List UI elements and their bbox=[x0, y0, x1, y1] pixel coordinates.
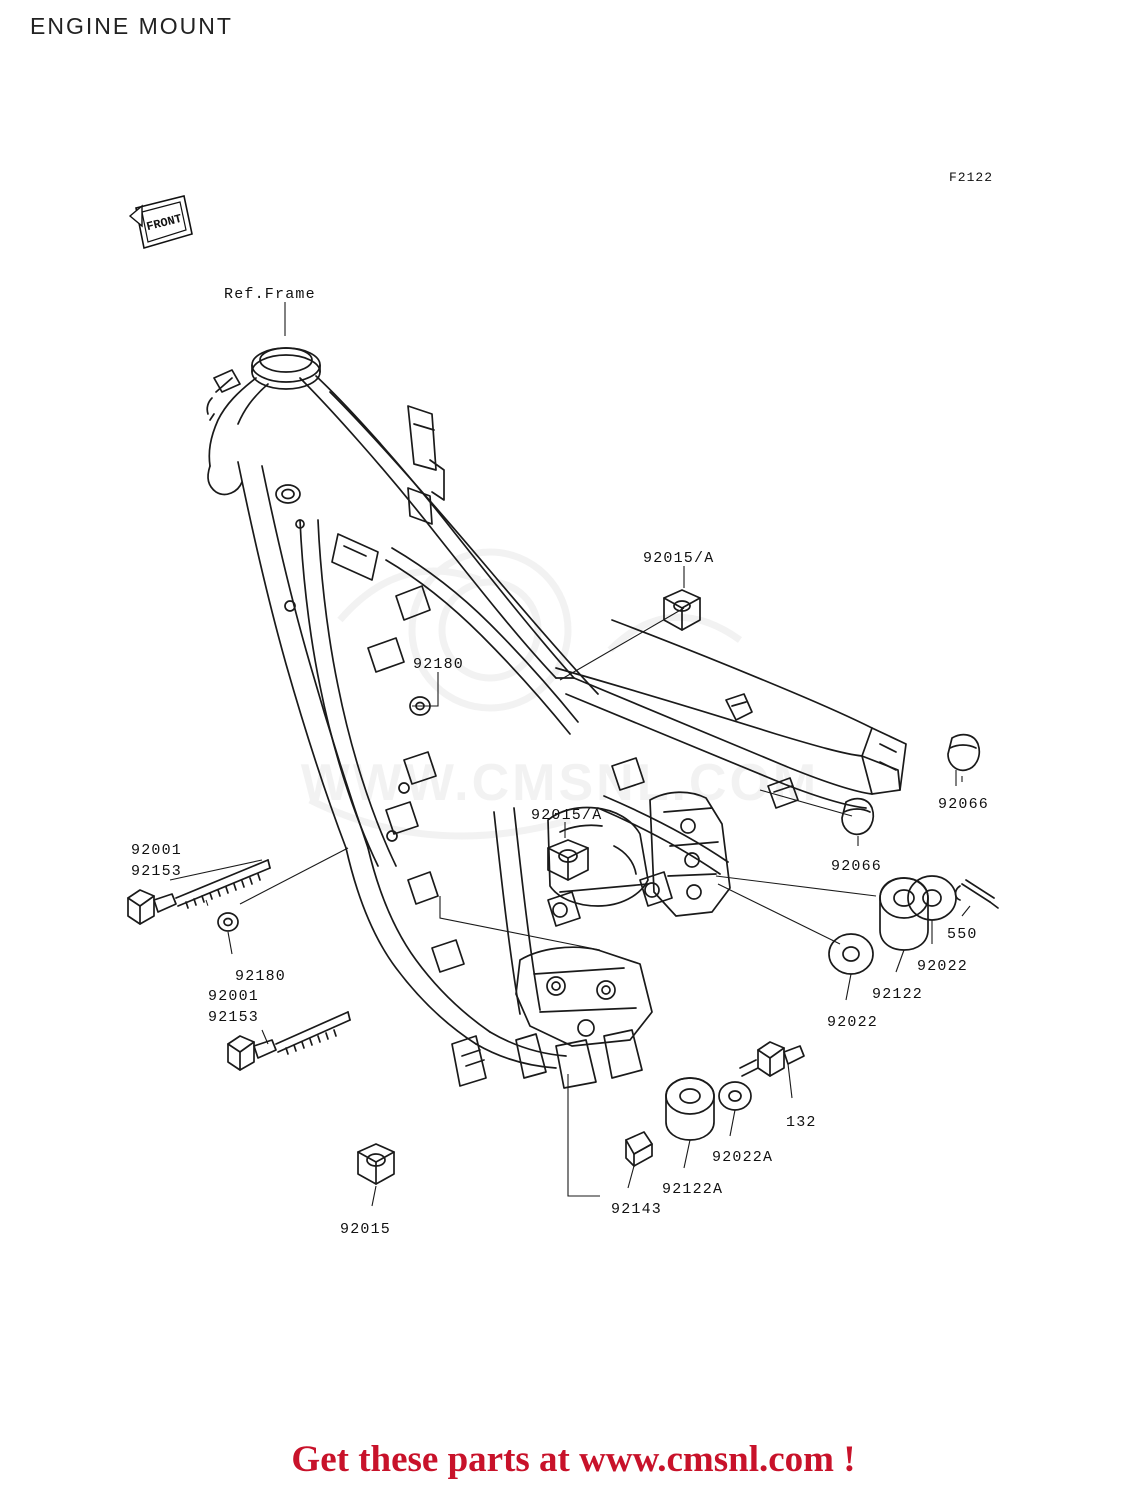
diagram-code-label: F2122 bbox=[949, 170, 994, 185]
callout-92015-a-upper: 92015/A bbox=[643, 550, 715, 567]
ref-frame-label: Ref.Frame bbox=[224, 286, 316, 303]
callout-92122a: 92122A bbox=[662, 1181, 724, 1198]
callout-92015-lower: 92015 bbox=[340, 1221, 392, 1238]
callout-92066-lower: 92066 bbox=[831, 858, 883, 875]
watermark-art bbox=[190, 500, 930, 980]
svg-text:FRONT: FRONT bbox=[145, 211, 184, 235]
callout-92180-lower: 92180 bbox=[235, 968, 287, 985]
callout-92143: 92143 bbox=[611, 1201, 663, 1218]
watermark bbox=[190, 500, 930, 980]
callout-92015-a-center: 92015/A bbox=[531, 807, 603, 824]
callout-92022-upper: 92022 bbox=[917, 958, 969, 975]
callout-92180-upper: 92180 bbox=[413, 656, 465, 673]
callout-92022-lower: 92022 bbox=[827, 1014, 879, 1031]
callout-92066-upper: 92066 bbox=[938, 796, 990, 813]
callout-132: 132 bbox=[786, 1114, 817, 1131]
callout-92001-upper: 92001 bbox=[131, 842, 183, 859]
front-direction-badge bbox=[126, 190, 198, 256]
callout-92022a: 92022A bbox=[712, 1149, 774, 1166]
callout-92122: 92122 bbox=[872, 986, 924, 1003]
page-title: ENGINE MOUNT bbox=[30, 13, 233, 39]
callout-550: 550 bbox=[947, 926, 978, 943]
svg-text:WWW.CMSNL.COM: WWW.CMSNL.COM bbox=[300, 754, 820, 812]
callout-92001-lower: 92001 bbox=[208, 988, 260, 1005]
front-badge-icon bbox=[126, 190, 198, 256]
footer-promo-text: Get these parts at www.cmsnl.com ! bbox=[291, 1439, 856, 1480]
callout-92153-lower: 92153 bbox=[208, 1009, 260, 1026]
callout-92153-upper: 92153 bbox=[131, 863, 183, 880]
